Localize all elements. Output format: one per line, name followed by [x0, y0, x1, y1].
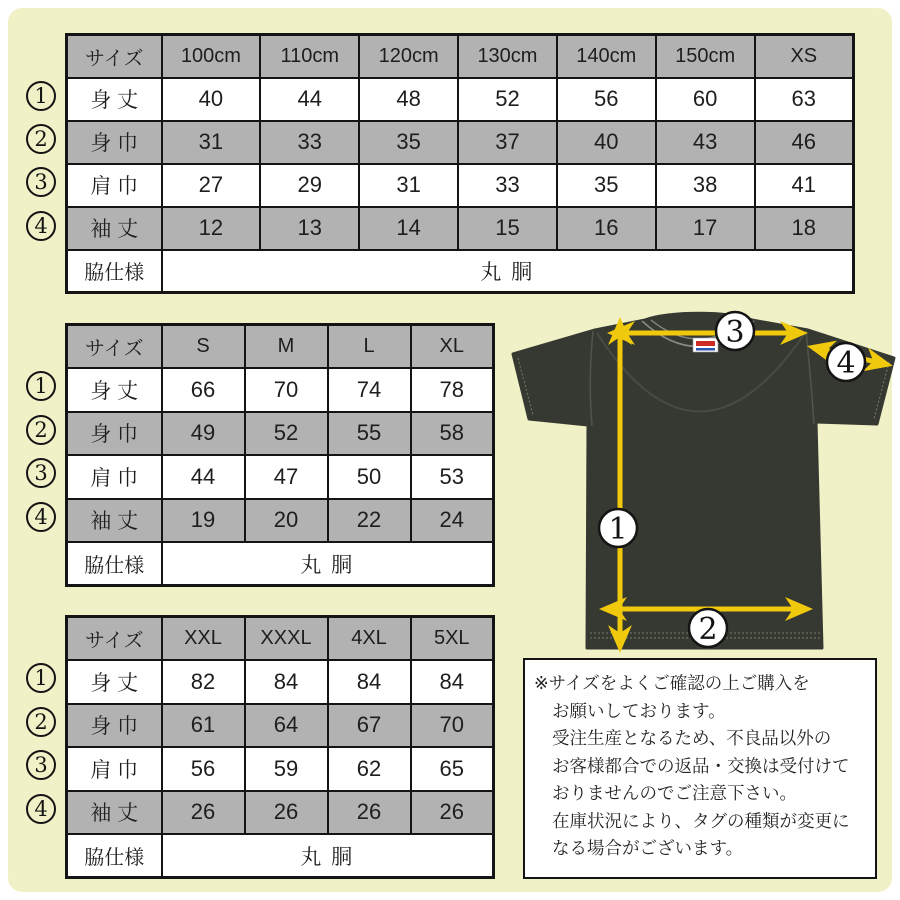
- size-value: 48: [359, 78, 458, 121]
- row-label: 袖 丈: [67, 791, 162, 835]
- size-value: 52: [245, 412, 328, 456]
- size-col-header: 100cm: [162, 35, 261, 78]
- row-label: 身 巾: [67, 412, 162, 456]
- size-value: 43: [656, 121, 755, 164]
- row-label: 身 巾: [67, 704, 162, 748]
- size-value: 26: [245, 791, 328, 835]
- shoulder-width-label: 3: [725, 315, 745, 350]
- size-col-header: XXXL: [245, 617, 328, 661]
- row-label: 袖 丈: [67, 207, 162, 250]
- row-label: 身 巾: [67, 121, 162, 164]
- table-row: [67, 121, 854, 164]
- size-value: 64: [245, 704, 328, 748]
- note-line: お願いしております。: [552, 700, 726, 721]
- size-value: 62: [328, 747, 411, 791]
- note-line: 受注生産となるため、不良品以外の: [552, 728, 832, 748]
- size-value: 37: [458, 121, 557, 164]
- size-value: 18: [755, 207, 854, 250]
- size-value: 35: [557, 164, 656, 207]
- size-value: 82: [162, 660, 245, 704]
- size-value: 47: [245, 455, 328, 499]
- size-value: 84: [411, 660, 494, 704]
- row-label: 脇仕様: [67, 542, 162, 586]
- row-label: 身 丈: [67, 660, 162, 704]
- size-value: 56: [162, 747, 245, 791]
- size-value: 31: [162, 121, 261, 164]
- measure-marker-4: 4: [26, 502, 56, 532]
- size-value: 55: [328, 412, 411, 456]
- measure-marker-3: 3: [26, 167, 56, 197]
- brand-tag: [693, 338, 718, 352]
- size-value: 24: [411, 499, 494, 543]
- size-value: 61: [162, 704, 245, 748]
- big-size-table: [65, 615, 495, 879]
- size-value: 14: [359, 207, 458, 250]
- size-value: 26: [162, 791, 245, 835]
- size-value: 58: [411, 412, 494, 456]
- table-footer-row: [67, 542, 494, 586]
- size-value: 17: [656, 207, 755, 250]
- table-header-row: [67, 35, 854, 78]
- measure-marker-3: 3: [26, 458, 56, 488]
- table-footer-row: [67, 834, 494, 878]
- size-value: 59: [245, 747, 328, 791]
- size-value: 38: [656, 164, 755, 207]
- size-value: 84: [328, 660, 411, 704]
- size-value: 50: [328, 455, 411, 499]
- measure-marker-2: 2: [26, 415, 56, 445]
- body-width-label: 2: [698, 612, 718, 647]
- size-value: 70: [411, 704, 494, 748]
- size-value: 33: [260, 121, 359, 164]
- size-col-header: 120cm: [359, 35, 458, 78]
- size-value: 56: [557, 78, 656, 121]
- table-row: [67, 499, 494, 543]
- size-col-header: XXL: [162, 617, 245, 661]
- row-label: 脇仕様: [67, 250, 162, 293]
- note-line: ※サイズをよくご確認の上ご購入を: [534, 673, 810, 693]
- note-line: 在庫状況により、タグの種類が変更に: [552, 810, 850, 831]
- table-row: [67, 412, 494, 456]
- measure-marker-4: 4: [26, 794, 56, 824]
- table-row: [67, 660, 494, 704]
- size-value: 13: [260, 207, 359, 250]
- side-spec-value: 丸 胴: [162, 250, 854, 293]
- size-value: 53: [411, 455, 494, 499]
- size-col-header: 4XL: [328, 617, 411, 661]
- size-value: 33: [458, 164, 557, 207]
- row-label: 袖 丈: [67, 499, 162, 543]
- size-value: 84: [245, 660, 328, 704]
- table-row: [67, 164, 854, 207]
- size-col-header: 150cm: [656, 35, 755, 78]
- measure-marker-3: 3: [26, 750, 56, 780]
- table-row: [67, 207, 854, 250]
- size-value: 65: [411, 747, 494, 791]
- size-value: 44: [260, 78, 359, 121]
- measure-marker-1: 1: [26, 371, 56, 401]
- tshirt-measure-diagram: [500, 300, 900, 665]
- row-label: 身 丈: [67, 78, 162, 121]
- size-value: 35: [359, 121, 458, 164]
- row-label: 肩 巾: [67, 747, 162, 791]
- row-label: 身 丈: [67, 368, 162, 412]
- size-col-header: 110cm: [260, 35, 359, 78]
- size-value: 63: [755, 78, 854, 121]
- size-value: 74: [328, 368, 411, 412]
- kids-size-table: [65, 33, 855, 294]
- table-row: [67, 455, 494, 499]
- note-line: お客様都合での返品・交換は受付けて: [552, 755, 850, 776]
- size-value: 19: [162, 499, 245, 543]
- size-col-header: XS: [755, 35, 854, 78]
- size-value: 26: [411, 791, 494, 835]
- size-col-header: 140cm: [557, 35, 656, 78]
- size-value: 66: [162, 368, 245, 412]
- adult-size-table: [65, 323, 495, 587]
- table-row: [67, 791, 494, 835]
- body-length-label: 1: [608, 512, 628, 547]
- size-value: 78: [411, 368, 494, 412]
- measure-marker-2: 2: [26, 124, 56, 154]
- measure-marker-2: 2: [26, 707, 56, 737]
- size-col-header: サイズ: [67, 35, 162, 78]
- table-row: [67, 704, 494, 748]
- measure-marker-4: 4: [26, 211, 56, 241]
- measure-marker-1: 1: [26, 663, 56, 693]
- size-col-header: 130cm: [458, 35, 557, 78]
- row-label: 肩 巾: [67, 164, 162, 207]
- size-value: 40: [557, 121, 656, 164]
- note-line: おりませんのでご注意下さい。: [552, 783, 797, 803]
- size-value: 46: [755, 121, 854, 164]
- size-value: 49: [162, 412, 245, 456]
- measure-marker-1: 1: [26, 81, 56, 111]
- size-value: 70: [245, 368, 328, 412]
- size-value: 52: [458, 78, 557, 121]
- row-label: 肩 巾: [67, 455, 162, 499]
- table-header-row: [67, 617, 494, 661]
- size-col-header: サイズ: [67, 325, 162, 369]
- size-value: 15: [458, 207, 557, 250]
- size-value: 40: [162, 78, 261, 121]
- purchase-note-box: [523, 658, 877, 879]
- size-value: 20: [245, 499, 328, 543]
- size-value: 41: [755, 164, 854, 207]
- size-value: 12: [162, 207, 261, 250]
- table-row: [67, 747, 494, 791]
- side-spec-value: 丸 胴: [162, 542, 494, 586]
- size-value: 60: [656, 78, 755, 121]
- table-header-row: [67, 325, 494, 369]
- table-row: [67, 78, 854, 121]
- row-label: 脇仕様: [67, 834, 162, 878]
- size-value: 31: [359, 164, 458, 207]
- side-spec-value: 丸 胴: [162, 834, 494, 878]
- size-value: 29: [260, 164, 359, 207]
- size-value: 22: [328, 499, 411, 543]
- size-col-header: サイズ: [67, 617, 162, 661]
- size-col-header: L: [328, 325, 411, 369]
- sleeve-length-label: 4: [836, 346, 856, 381]
- size-col-header: S: [162, 325, 245, 369]
- size-col-header: 5XL: [411, 617, 494, 661]
- size-col-header: M: [245, 325, 328, 369]
- size-col-header: XL: [411, 325, 494, 369]
- size-value: 44: [162, 455, 245, 499]
- size-value: 27: [162, 164, 261, 207]
- size-value: 26: [328, 791, 411, 835]
- note-line: なる場合がございます。: [552, 838, 744, 858]
- size-value: 16: [557, 207, 656, 250]
- table-row: [67, 368, 494, 412]
- size-value: 67: [328, 704, 411, 748]
- table-footer-row: [67, 250, 854, 293]
